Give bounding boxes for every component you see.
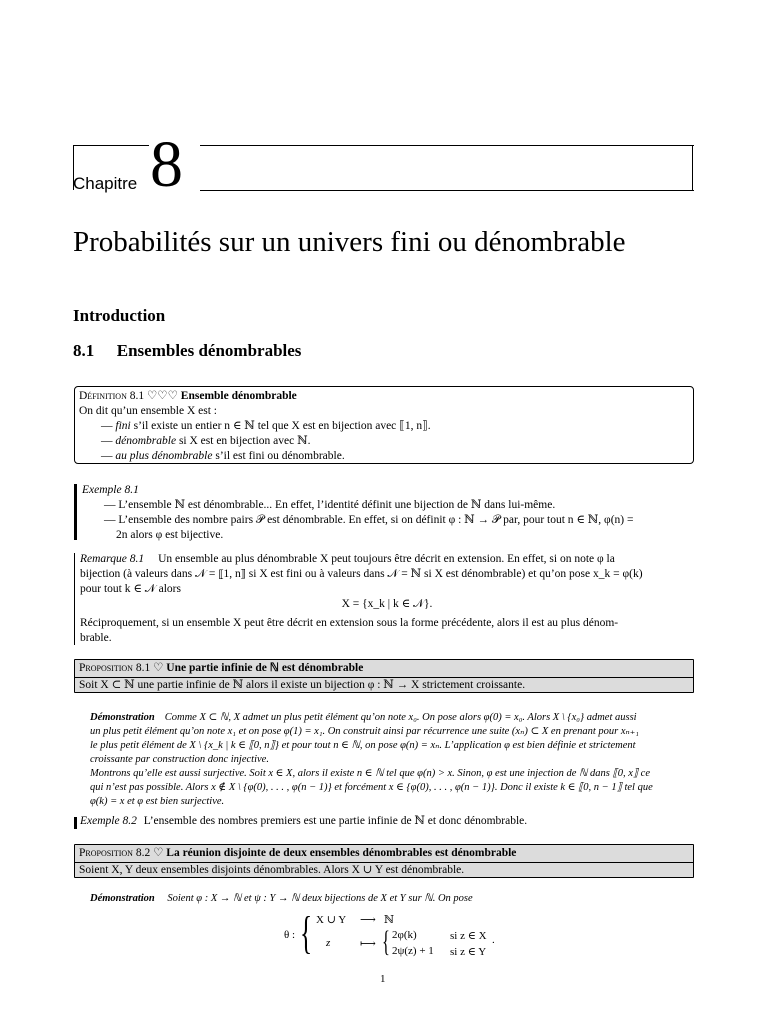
proposition-box (74, 844, 694, 878)
outer-brace: { (300, 907, 313, 958)
section-title: Ensembles dénombrables (116, 341, 302, 360)
proposition-header (75, 660, 693, 678)
inner-brace: { (382, 925, 390, 958)
definition-hearts: ♡♡♡ (146, 390, 178, 402)
demonstration-line: Soient φ : X → ℕ et ψ : Y → ℕ deux bijections de X et Y sur ℕ. On pose (167, 893, 473, 904)
remark-line: Un ensemble au plus dénombrable X peut toujours être décrit en extension. En effet, si on note φ la (158, 553, 615, 565)
chapter-frame-right (692, 145, 693, 191)
example-label: Exemple 8.1 (82, 484, 139, 496)
page-number: 1 (380, 973, 386, 985)
demonstration-line: φ(k) = x et φ est bien surjective. (90, 796, 225, 807)
example-item: — L’ensemble ℕ est dénombrable... En effet, l’identité définit une bijection de ℕ dans lui-même. (104, 499, 556, 511)
demonstration-label: Démonstration (90, 893, 155, 904)
example-item: 2n alors φ est bijective. (116, 529, 224, 541)
theta-codomain: ℕ (384, 914, 395, 926)
chapter-number: 8 (150, 128, 183, 201)
demonstration-1 (90, 711, 696, 809)
remark-8-1 (80, 552, 694, 646)
formula-period: . (492, 934, 495, 946)
chapter-frame-top-right (200, 145, 694, 146)
proposition-heart: ♡ (153, 662, 164, 674)
chapter-label: Chapitre (73, 174, 138, 193)
proposition-text: Soit X ⊂ ℕ une partie infinie de ℕ alors il existe un bijection φ : ℕ → X strictement croissante. (79, 679, 526, 691)
example-8-2 (80, 814, 527, 829)
proposition-label: Proposition 8.1 (79, 662, 151, 674)
example-8-1 (82, 483, 694, 543)
section-heading (73, 341, 301, 361)
theta-variable: z (326, 937, 331, 949)
chapter-frame-top (73, 145, 149, 146)
definition-item: — dénombrable si X est en bijection avec ℕ. (101, 435, 311, 447)
remark-line: brable. (80, 632, 112, 644)
example-item: — L’ensemble des nombre pairs 𝒫 est dénombrable. En effet, si on définit φ : ℕ → 𝒫 par, pour tout n ∈ ℕ, φ(n) = (104, 514, 634, 526)
definition-label: Définition 8.1 (79, 390, 145, 402)
demonstration-line: le plus petit élément de X \ {x_k | k ∈ ⟦0, n⟧} et pour tout n ∈ ℕ, on pose φ(n) = xₙ. L’application φ est bien définie et strictement (90, 740, 636, 751)
demonstration-line: qui n’est pas possible. Alors x ∉ X \ {φ(0), . . . , φ(n − 1)} et forcément x ∈ {φ(0), . . . , φ(n − 1)}. Donc il existe k ∈ ⟦0, n − 1⟧ tel que (90, 782, 653, 793)
demonstration-2 (90, 892, 696, 906)
condition-2: si z ∈ Y (450, 946, 487, 958)
definition-item: — fini s’il existe un entier n ∈ ℕ tel que X est en bijection avec ⟦1, n⟧. (101, 420, 431, 432)
proposition-name: La réunion disjointe de deux ensembles dénombrables est dénombrable (166, 847, 517, 859)
demonstration-line: un plus petit élément qu’on note x₁ et on pose φ(1) = x₁. On construit ainsi par récurrence une suite (xₙ) ⊂ X en prenant pour xₙ₊₁ (90, 726, 639, 737)
chapter-frame-bottom (200, 190, 694, 191)
condition-1: si z ∈ X (450, 930, 487, 942)
case-2: 2ψ(z) + 1 (392, 945, 434, 957)
proposition-header (75, 845, 693, 863)
remark-line: Réciproquement, si un ensemble X peut être décrit en extension sous la forme précédente, alors il est au plus dénom- (80, 617, 619, 629)
arrow-mapsto: ⟼ (360, 938, 376, 950)
theta-symbol: θ : (284, 929, 296, 941)
theta-definition (284, 907, 524, 962)
definition-header (79, 389, 689, 404)
case-1: 2φ(k) (392, 929, 417, 941)
demonstration-line: croissante par construction donc injective. (90, 754, 269, 765)
example-bar (74, 484, 77, 540)
chapter-title: Probabilités sur un univers fini ou dénombrable (73, 226, 626, 258)
definition-item: — au plus dénombrable s’il est fini ou dénombrable. (101, 450, 345, 462)
section-number: 8.1 (73, 341, 95, 360)
proposition-label: Proposition 8.2 (79, 847, 151, 859)
example-label: Exemple 8.2 (80, 815, 137, 827)
demonstration-line: Comme X ⊂ ℕ, X admet un plus petit élément qu’on note x₀. On pose alors φ(0) = x₀. Alors X \ {x₀} admet aussi (164, 712, 637, 723)
arrow-maps: ⟶ (360, 914, 376, 926)
remark-line: pour tout k ∈ 𝒩 alors (80, 583, 181, 595)
theta-domain: X ∪ Y (316, 914, 347, 926)
definition-name: Ensemble dénombrable (180, 390, 297, 402)
definition-box (74, 386, 694, 464)
definition-lead: On dit qu’un ensemble X est : (79, 405, 217, 417)
proposition-box (74, 659, 694, 693)
demonstration-label: Démonstration (90, 712, 155, 723)
remark-formula: X = {x_k | k ∈ 𝒩}. (341, 598, 433, 610)
remark-bar (74, 553, 75, 645)
remark-label: Remarque 8.1 (80, 553, 145, 565)
remark-line: bijection (à valeurs dans 𝒩 = ⟦1, n⟧ si X est fini ou à valeurs dans 𝒩 = ℕ si X est dénombrable) et qu’on pose x_k = φ(k) (80, 568, 643, 580)
intro-heading: Introduction (73, 306, 166, 325)
proposition-heart: ♡ (153, 847, 164, 859)
example-text: L’ensemble des nombres premiers est une partie infinie de ℕ et donc dénombrable. (143, 815, 528, 827)
proposition-text: Soient X, Y deux ensembles disjoints dénombrables. Alors X ∪ Y est dénombrable. (79, 864, 465, 876)
example-bar (74, 817, 77, 829)
demonstration-line: Montrons qu’elle est aussi surjective. Soit x ∈ X, alors il existe n ∈ ℕ tel que φ(n) > x. Sinon, φ est une injection de ℕ dans ⟦0, x⟧ ce (90, 768, 651, 779)
proposition-name: Une partie infinie de ℕ est dénombrable (166, 662, 364, 674)
